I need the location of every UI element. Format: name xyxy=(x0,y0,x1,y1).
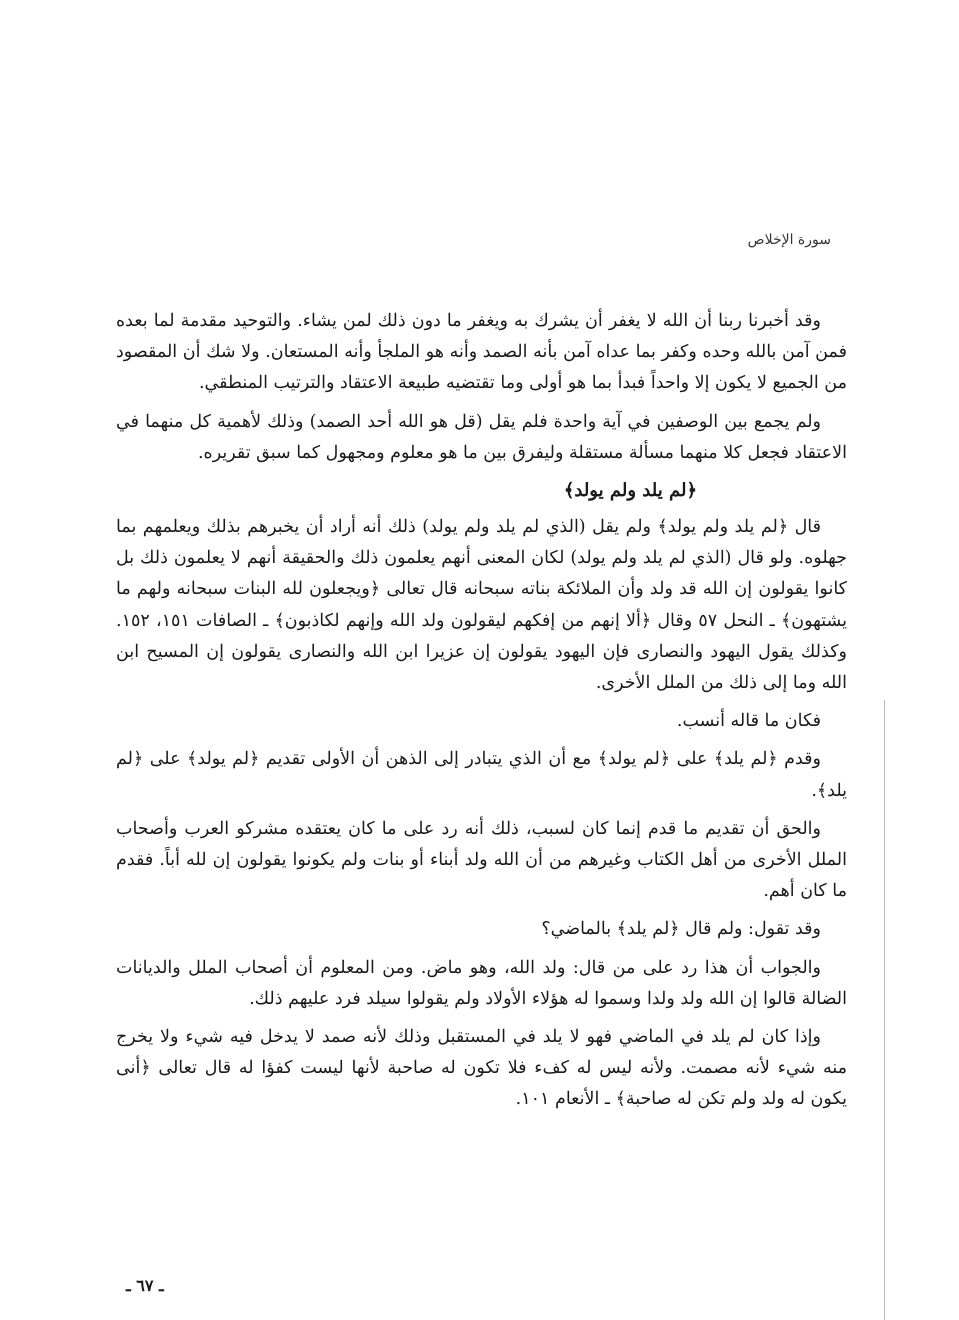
page-body xyxy=(116,306,847,1123)
paragraph-7: وقد تقول: ولم قال ﴿لم يلد﴾ بالماضي؟ xyxy=(541,919,821,940)
paragraph-1: وقد أخبرنا ربنا أن الله لا يغفر أن يشرك به ويغفر ما دون ذلك لمن يشاء. والتوحيد مقدمة لما بعده فمن آمن بالله وحده وكفر بما عداه آمن بأنه الصمد وأنه هو الملجأ وأنه المستعان. ولا شك أن المقصود من الجميع لا يكون إلا واحداً فبدأ بما هو أولى وما تقتضيه طبيعة الاعتقاد والترتيب المنطقي. xyxy=(116,311,847,394)
paragraph-6: والحق أن تقديم ما قدم إنما كان لسبب، ذلك أنه رد على ما كان يعتقده مشركو العرب وأصحاب الملل الأخرى من أهل الكتاب وغيرهم من أن الله ولد أبناء أو بنات ولم يكونوا يقولون إن لله أباً. فقدم ما كان أهم. xyxy=(116,818,847,902)
paragraph-2: ولم يجمع بين الوصفين في آية واحدة فلم يقل (قل هو الله أحد الصمد) وذلك لأهمية كل منهما في الاعتقاد فجعل كلا منهما مسألة مستقلة وليفرق بين ما هو معلوم ومجهول كما سبق تقريره. xyxy=(116,411,847,463)
paragraph-5: وقدم ﴿لم يلد﴾ على ﴿لم يولد﴾ مع أن الذي يتبادر إلى الذهن أن الأولى تقديم ﴿لم يولد﴾ على ﴿لم يلد﴾. xyxy=(116,749,847,801)
running-header: سورة الإخلاص xyxy=(747,232,831,248)
paragraph-8: والجواب أن هذا رد على من قال: ولد الله، وهو ماض. ومن المعلوم أن أصحاب الملل والديانات الضالة قالوا إن الله ولد ولدا وسموا له هؤلاء الأولاد ولم يقولوا سيلد فرد عليهم ذلك. xyxy=(116,957,847,1009)
paragraph-3: قال ﴿لم يلد ولم يولد﴾ ولم يقل (الذي لم يلد ولم يولد) ذلك أنه أراد أن يخبرهم بذلك ويعلمهم بما جهلوه. ولو قال (الذي لم يلد ولم يولد) لكان المعنى أنهم يعلمون ذلك والحقيقة أنهم لا يعلمون ذلك بل كانوا يقولون إن الله قد ولد وأن الملائكة بناته سبحانه قال تعالى ﴿ويجعلون لله البنات سبحانه ولهم ما يشتهون﴾ ـ النحل ٥٧ وقال ﴿ألا إنهم من إفكهم ليقولون ولد الله وإنهم لكاذبون﴾ ـ الصافات ١٥١، ١٥٢. وكذلك يقول اليهود والنصارى فإن اليهود يقولون إن عزيرا ابن الله والنصارى يقولون إن المسيح ابن الله وما إلى ذلك من الملل الأخرى. xyxy=(116,517,847,694)
scan-margin-line xyxy=(884,700,885,1320)
paragraph-9: وإذا كان لم يلد في الماضي فهو لا يلد في المستقبل وذلك لأنه صمد لا يدخل فيه شيء ولا يخرج منه شيء لأنه مصمت. ولأنه ليس له كفء فلا تكون له صاحبة لأنها ليست كفؤا له قال تعالى ﴿أنى يكون له ولد ولم تكن له صاحبة﴾ ـ الأنعام ١٠١. xyxy=(116,1027,847,1110)
page-number: ـ ٦٧ ـ xyxy=(126,1276,164,1295)
paragraph-4: فكان ما قاله أنسب. xyxy=(676,711,821,732)
section-heading: ﴿لم يلد ولم يولد﴾ xyxy=(563,480,697,502)
